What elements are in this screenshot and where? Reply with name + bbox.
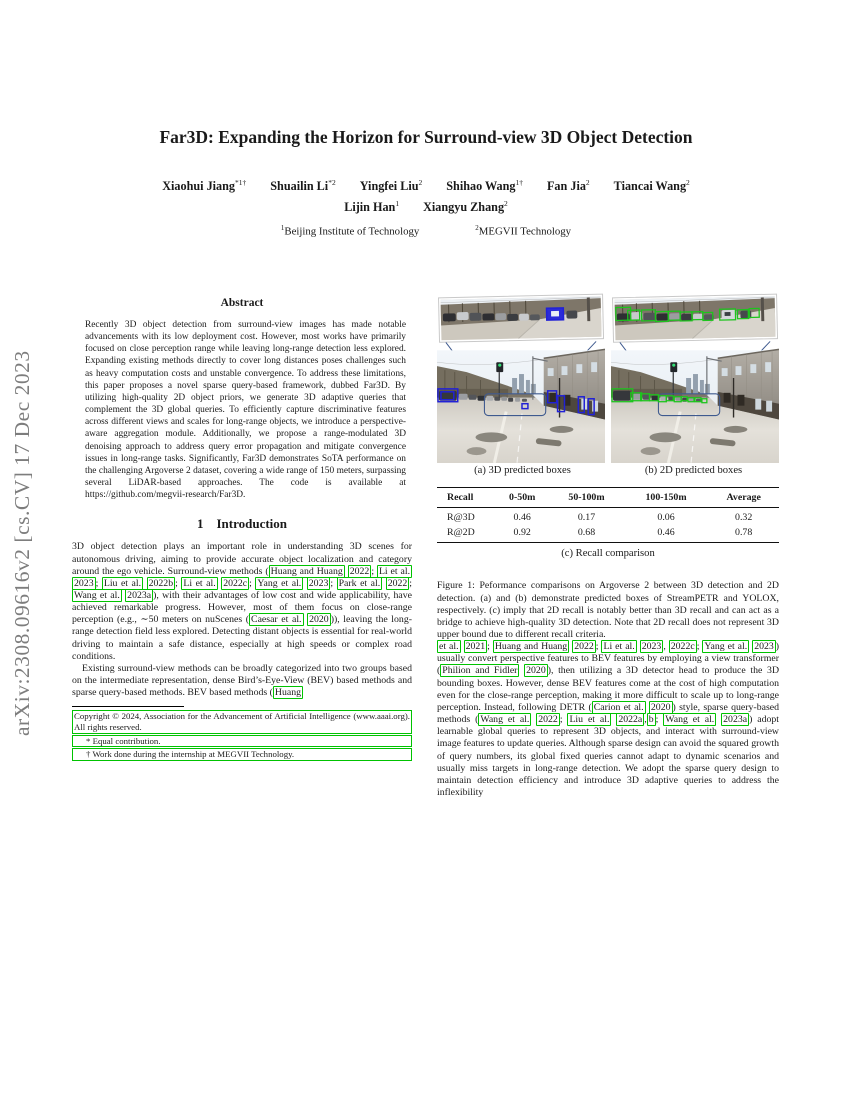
citation-link[interactable]: 2023a xyxy=(723,714,748,726)
col-header: Average xyxy=(708,488,779,508)
citation-link[interactable]: Huang and Huang xyxy=(270,565,343,577)
citation-link[interactable]: Liu et al. xyxy=(569,714,610,726)
intro-paragraph-2: Existing surround-view methods can be broadly categorized into two groups based on the intermediate representation, dense Bird’s-Eye-View (BEV) based methods and sparse query-based methods. BEV based methods ( Huang xyxy=(72,662,412,699)
author-list-row-1 xyxy=(72,178,780,194)
citation-link[interactable]: 2021 xyxy=(465,641,486,653)
cell: 0.78 xyxy=(735,526,753,538)
author: Shihao Wang$^{1\dagger}$ xyxy=(446,178,523,194)
citation-link[interactable]: 2022c xyxy=(670,641,695,653)
citation-link[interactable]: 2023a xyxy=(127,589,152,601)
citation-link[interactable]: Li et al. xyxy=(378,565,411,577)
cell: R@2D xyxy=(447,526,475,538)
author: Lijin Han$^1$ xyxy=(344,199,400,215)
citation-link[interactable]: 2020 xyxy=(309,614,329,626)
citation-link[interactable]: 2022c xyxy=(223,577,248,589)
footnote-internship: † Work done during the internship at MEGVII Technology. xyxy=(72,748,412,761)
abstract-heading: Abstract xyxy=(220,297,264,309)
arxiv-watermark: arXiv:2308.09616v2 [cs.CV] 17 Dec 2023 xyxy=(10,350,34,736)
citation-link[interactable]: 2020 xyxy=(526,665,546,677)
figure-panels xyxy=(437,293,779,463)
citation-link[interactable]: Philion and Fidler xyxy=(442,665,518,677)
recall-table xyxy=(437,487,779,543)
recall-table-header-row xyxy=(437,488,779,508)
footnote-equal-contribution: * Equal contribution. xyxy=(72,735,412,748)
citation-link[interactable]: 2023 xyxy=(74,577,94,589)
author: Fan Jia$^2$ xyxy=(546,178,590,194)
figure-sub-labels xyxy=(437,465,779,476)
left-column xyxy=(72,293,412,761)
intro-paragraph-1: 3D object detection plays an important role in understanding 3D scenes for autonomous driving, aiming to provide accurate object localization and category around the ego vehicle. Surround-view methods ( Huang and Huang 2022 ; Li et al. 2023 ; Liu et al. 2022b ; Li et al. 2022c ; Yang et al. 2023 ; Park et al. 2022 ; Wang et al. 2023a ), with their advantages of low cost and wide applicability, have achieved remarkable progress. However, most of them focus on close-range perception (e.g., ∼50 meters on nuScenes ( Caesar et al. 2020 )), leaving the long-range detection field less explored. Detecting distant objects is essential for real-world driving to maintain a safe distance, especially at high speeds or complex road conditions. xyxy=(72,541,413,662)
figure-1-caption: Figure 1: Peformance comparisons on Argoverse 2 between 3D detection and 2D detection. (a) and (b) demonstrate predicted boxes of StreamPETR and YOLOX, respectively. (c) imply that 2D recall is notably better than 3D recall and can act as a bridge to achieve high-quality 3D detection. Note that 2D recall does not represent 3D upper bound due to different recall criteria. xyxy=(437,580,779,640)
citation-link[interactable]: Wang et al. xyxy=(480,714,530,726)
col-header: 50-100m xyxy=(549,488,623,508)
citation-link[interactable]: 2023 xyxy=(641,641,662,653)
cell: 0.68 xyxy=(577,526,596,538)
citation-link[interactable]: Carion et al. xyxy=(593,701,644,713)
citation-link[interactable]: Huang and Huang xyxy=(494,641,568,653)
cell: 0.17 xyxy=(577,511,596,523)
abstract-text: Recently 3D object detection from surround-view images has made notable advancements with its low deployment cost. However, most works have primarily focused on close perception range while leaving long-range detection less explored. Expanding existing methods directly to cover long distances poses challenges such as heavy computation costs and unstable convergence. To address these limitations, this paper proposes a novel sparse query-based framework, dubbed Far3D. By utilizing high-quality 2D object priors, we generate 3D adaptive queries that complement the 3D global queries. To efficiently capture discriminative features across different views and scales for long-range objects, we introduce a perspective-aware aggregation module. Additionally, we propose a range-modulated 3D denoising approach to address query error propagation and mitigate convergence issues in long-range tasks. Significantly, Far3D demonstrates SoTA performance on the challenging Argoverse 2 dataset, covering a wide range of 150 meters, surpassing several LiDAR-based approaches. The code is available at https://github.com/megvii-research/Far3D. xyxy=(85,320,406,501)
affiliations xyxy=(72,224,780,238)
paper-title: Far3D: Expanding the Horizon for Surround-view 3D Object Detection xyxy=(159,127,693,147)
citation-link[interactable]: 2020 xyxy=(650,701,671,713)
cell: 0.46 xyxy=(657,526,675,538)
author: Tiancai Wang$^2$ xyxy=(613,178,690,194)
cell: 0.92 xyxy=(513,526,531,538)
citation-link[interactable]: Yang et al. xyxy=(257,577,302,589)
citation-link[interactable]: Yang et al. xyxy=(704,641,748,653)
footnote-copyright: Copyright © 2024, Association for the Advancement of Artificial Intelligence (www.aaai.org). All rights reserved. xyxy=(74,711,410,732)
section-heading-introduction: 1 Introduction xyxy=(196,516,288,532)
citation-link[interactable]: 2022a xyxy=(618,714,643,726)
figure-1 xyxy=(437,293,779,641)
author: Xiaohui Jiang$^{*1\dagger}$ xyxy=(162,178,247,194)
col-header: Recall xyxy=(437,488,495,508)
cell: 0.06 xyxy=(657,511,675,523)
citation-link[interactable]: 2022 xyxy=(574,641,594,653)
citation-link[interactable]: Huang xyxy=(274,687,302,699)
citation-link[interactable]: 2022 xyxy=(538,714,558,726)
citation-link[interactable]: 2022b xyxy=(148,577,174,589)
citation-link[interactable]: Caesar et al. xyxy=(251,614,302,626)
citation-link[interactable]: Liu et al. xyxy=(103,577,142,589)
author: Xiangyu Zhang$^2$ xyxy=(423,199,508,215)
citation-link[interactable]: 2022 xyxy=(349,565,370,577)
label-b: (b) 2D predicted boxes xyxy=(644,465,743,476)
figure-panel-2d-boxes xyxy=(611,293,779,463)
footnote-rule xyxy=(72,706,184,707)
author: Shuailin Li$^{*2}$ xyxy=(270,178,336,194)
cell: R@3D xyxy=(447,511,475,523)
citation-link[interactable]: Park et al. xyxy=(338,577,381,589)
affiliation: $^1$Beijing Institute of Technology xyxy=(280,224,420,238)
figure-panel-3d-boxes xyxy=(437,293,605,463)
label-c: (c) Recall comparison xyxy=(561,548,655,560)
right-column xyxy=(437,293,779,799)
citation-link[interactable]: b xyxy=(648,714,654,726)
label-a: (a) 3D predicted boxes xyxy=(474,465,571,476)
table-row xyxy=(437,507,779,525)
author: Yingfei Liu$^2$ xyxy=(359,178,423,194)
citation-link[interactable]: et al. xyxy=(439,641,459,653)
col-header: 100-150m xyxy=(624,488,709,508)
cell: 0.32 xyxy=(735,511,753,523)
citation-link[interactable]: 2022 xyxy=(387,577,408,589)
author-list-row-2 xyxy=(72,199,780,215)
col-header: 0-50m xyxy=(495,488,549,508)
citation-link[interactable]: Li et al. xyxy=(603,641,635,653)
citation-link[interactable]: 2023 xyxy=(754,641,774,653)
right-column-paragraph: et al. 2021 ; Huang and Huang 2022 ; Li et al. 2023 , 2022c ; Yang et al. 2023 ) usually convert perspective features to BEV features by employing a view transformer ( Philion and Fidler 2020 ), then utilizing a 3D detector head to produce the 3D bounding boxes. However, dense BEV features come at the cost of high computation even for the close-range perception, making it more difficult to scale up to long-range perception. Instead, following DETR ( Carion et al. 2020 ) style, sparse query-based methods ( Wang et al. 2022 ; Liu et al. 2022a , b ; Wang et al. 2023a ) adopt learnable global queries to represent 3D objects, and interact with surround-view image features to update queries. Although sparse design can avoid the squared growth of query numbers, its global fixed queries cannot adapt to dynamic scenarios and usually miss targets in long-range detection. We adopt the sparse query design to maintain detection efficiency and introduce 3D adaptive queries to address the inflexibility xyxy=(437,641,780,799)
affiliation: $^2$MEGVII Technology xyxy=(475,224,572,238)
citation-link[interactable]: Wang et al. xyxy=(74,589,120,601)
citation-link[interactable]: Li et al. xyxy=(183,577,216,589)
table-row xyxy=(437,525,779,543)
citation-link[interactable]: 2023 xyxy=(308,577,329,589)
citation-link[interactable]: Wang et al. xyxy=(665,714,715,726)
cell: 0.46 xyxy=(513,511,531,523)
